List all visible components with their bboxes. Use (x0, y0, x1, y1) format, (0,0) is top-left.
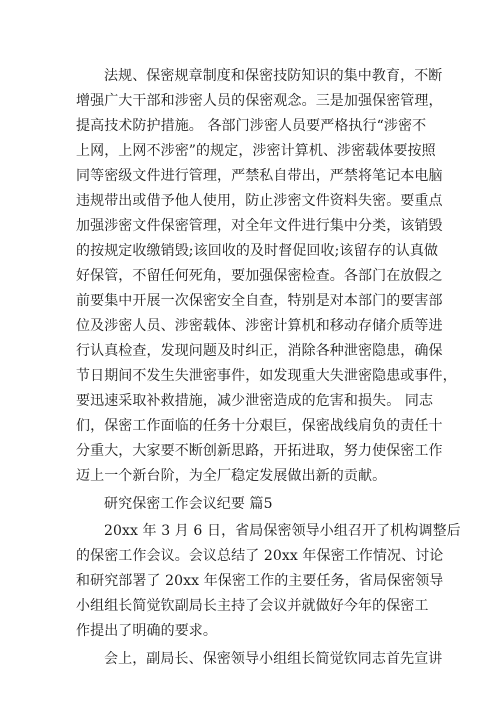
paragraph-2-line-4: 小组组长简觉钦副局长主持了会议并就做好今年的保密工 (76, 598, 429, 614)
paragraph-2-line-1: 20xx 年 3 月 6 日，省局保密领导小组召开了机构调整后 (104, 523, 461, 539)
paragraph-1-line-11: 位及涉密人员、涉密载体、涉密计算机和移动存储介质等进 (76, 318, 443, 334)
paragraph-1-line-10: 前要集中开展一次保密安全自查，特别是对本部门的要害部 (76, 293, 443, 309)
paragraph-1-line-5: 同等密级文件进行管理，严禁私自带出，严禁将笔记本电脑 (76, 168, 443, 184)
paragraph-1-line-3: 提高技术防护措施。 各部门涉密人员要严格执行“涉密不 (76, 118, 427, 134)
section-title: 研究保密工作会议纪要 篇5 (104, 496, 273, 512)
paragraph-2-line-3: 和研究部署了 20xx 年保密工作的主要任务，省局保密领导 (76, 573, 444, 589)
paragraph-3-line-1: 会上，副局长、保密领导小组组长简觉钦同志首先宣讲 (104, 651, 443, 667)
paragraph-1-line-6: 违规带出或借予他人使用，防止涉密文件资料失密。要重点 (76, 193, 443, 209)
paragraph-1-line-12: 行认真检查，发现问题及时纠正，消除各种泄密隐患，确保 (76, 343, 443, 359)
paragraph-1-line-8: 的按规定收缴销毁;该回收的及时督促回收;该留存的认真做 (76, 243, 439, 259)
paragraph-1-line-17: 迈上一个新台阶，为全厂稳定发展做出新的贡献。 (76, 468, 387, 484)
paragraph-1-line-1: 法规、保密规章制度和保密技防知识的集中教育，不断 (104, 68, 443, 84)
paragraph-1-line-9: 好保管，不留任何死角，要加强保密检查。各部门在放假之 (76, 268, 443, 284)
paragraph-1-line-7: 加强涉密文件保密管理，对全年文件进行集中分类，该销毁 (76, 218, 443, 234)
paragraph-1-line-4: 上网，上网不涉密”的规定，涉密计算机、涉密载体要按照 (76, 143, 436, 159)
paragraph-1-line-13: 节日期间不发生失泄密事件，如发现重大失泄密隐患或事件， (76, 368, 457, 384)
paragraph-1-line-16: 分重大，大家要不断创新思路，开拓进取，努力使保密工作 (76, 443, 443, 459)
paragraph-1-line-15: 们，保密工作面临的任务十分艰巨，保密战线肩负的责任十 (76, 418, 443, 434)
paragraph-1-line-2: 增强广大干部和涉密人员的保密观念。三是加强保密管理， (76, 93, 443, 109)
paragraph-1-line-14: 要迅速采取补救措施，减少泄密造成的危害和损失。 同志 (76, 393, 434, 409)
paragraph-2-line-5: 作提出了明确的要求。 (76, 623, 217, 639)
paragraph-2-line-2: 的保密工作会议。会议总结了 20xx 年保密工作情况、讨论 (76, 548, 444, 564)
